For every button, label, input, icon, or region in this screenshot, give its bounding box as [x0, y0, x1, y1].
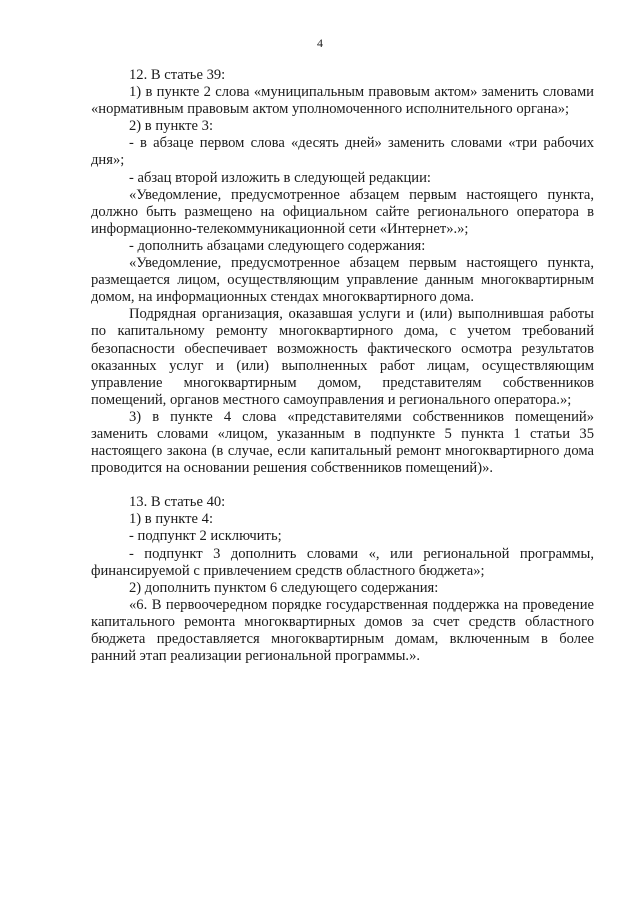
paragraph: 3) в пункте 4 слова «представителями собственников помещений» заменить словами «лицом, указанным в подпункте 5 пункта 1 статьи 35 настоящего закона (в случае, если капитальный ремонт многоквартирного дома проводится на основании решения собственников помещений)». [91, 408, 594, 477]
page-number: 4 [317, 36, 323, 50]
paragraph-article-40-heading: 13. В статье 40: [129, 494, 226, 511]
paragraph: «6. В первоочередном порядке государственная поддержка на проведение капитального ремонта многоквартирных домов за счет средств областного бюджета предоставляется многоквартирным домам, включенным в более ранний этап реализации региональной программы.». [91, 596, 594, 665]
paragraph: 1) в пункте 2 слова «муниципальным правовым актом» заменить словами «нормативным правовым актом уполномоченного исполнительного органа»; [91, 84, 594, 118]
paragraph: 2) дополнить пунктом 6 следующего содержания: [129, 579, 439, 596]
paragraph: - дополнить абзацами следующего содержания: [129, 237, 426, 254]
paragraph: - в абзаце первом слова «десять дней» заменить словами «три рабочих дня»; [91, 135, 594, 169]
paragraph: - подпункт 3 дополнить словами «, или региональной программы, финансируемой с привлечением средств областного бюджета»; [91, 545, 594, 579]
paragraph: «Уведомление, предусмотренное абзацем первым настоящего пункта, размещается лицом, осуществляющим управление данным многоквартирным домом, на информационных стендах многоквартирного дома. [91, 255, 594, 306]
paragraph: 1) в пункте 4: [129, 511, 214, 528]
paragraph: «Уведомление, предусмотренное абзацем первым настоящего пункта, должно быть размещено на официальном сайте регионального оператора в информационно-телекоммуникационной сети «Интернет».»; [91, 186, 594, 237]
paragraph: - подпункт 2 исключить; [129, 528, 282, 545]
document-body [91, 67, 594, 665]
paragraph: - абзац второй изложить в следующей редакции: [129, 169, 431, 186]
paragraph: Подрядная организация, оказавшая услуги и (или) выполнившая работы по капитальному ремонту многоквартирного дома, с учетом требований безопасности обеспечивает возможность фактического осмотра результатов оказанных услуг и (или) выполненных работ лицам, осуществляющим управление многоквартирным домом, представителям собственников помещений, органов местного самоуправления и регионального оператора.»; [91, 306, 594, 408]
paragraph: 2) в пункте 3: [129, 118, 214, 135]
paragraph-article-39-heading: 12. В статье 39: [129, 67, 226, 83]
